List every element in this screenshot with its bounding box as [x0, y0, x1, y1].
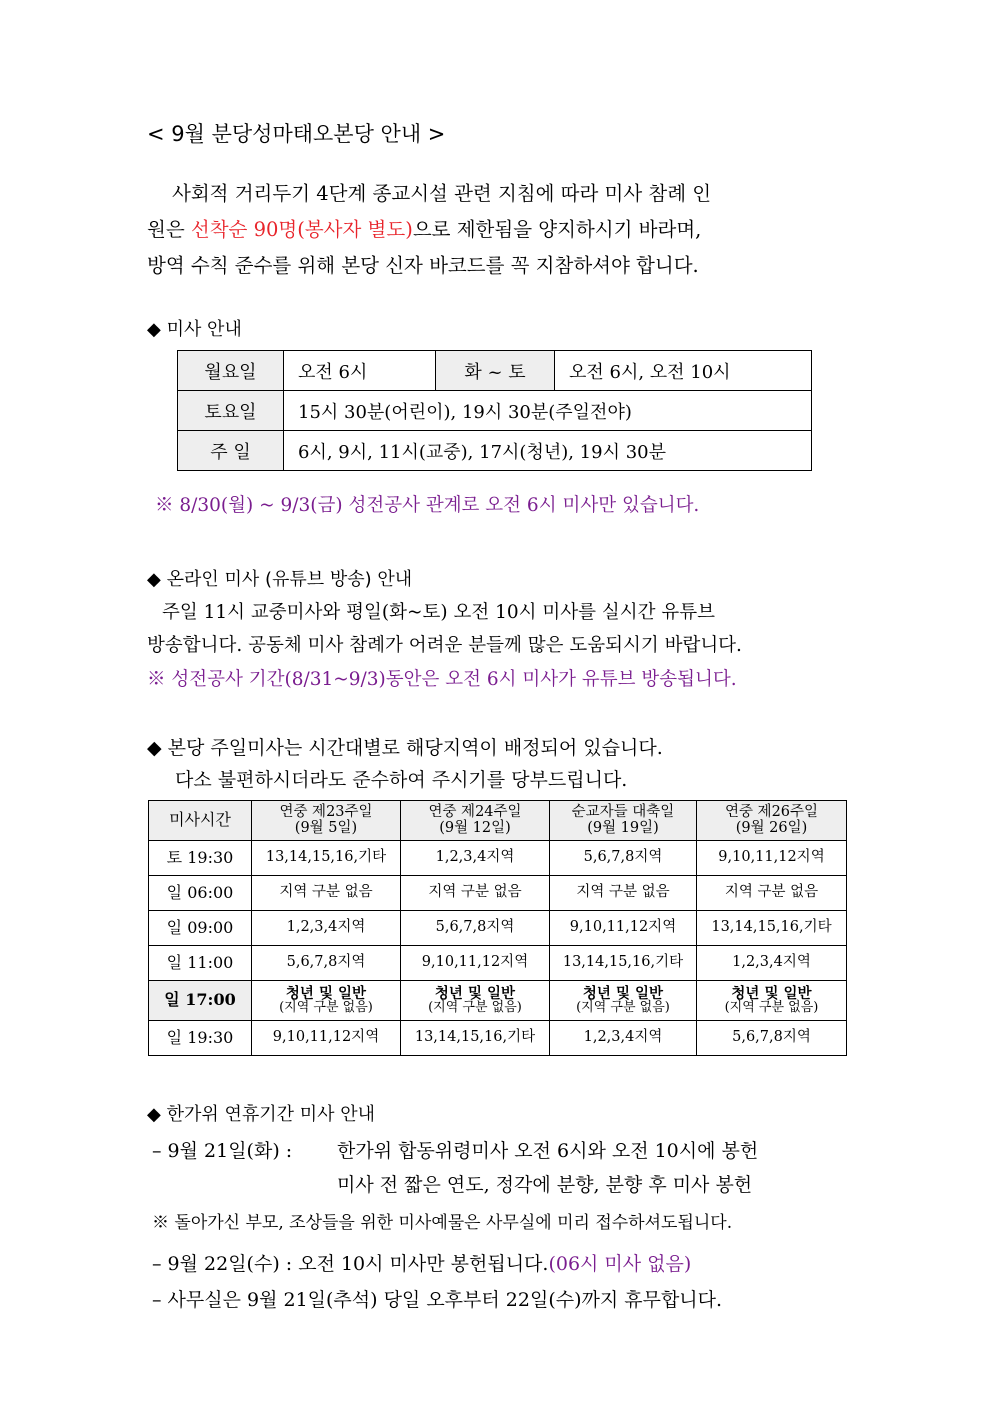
chuseok-line-3-text: – 9월 22일(수) : 오전 10시 미사만 봉헌됩니다.: [152, 1253, 549, 1275]
chuseok-note: ※ 돌아가신 부모, 조상들을 위한 미사예물은 사무실에 미리 접수하셔도됩니다.: [152, 1213, 733, 1233]
day-label: 주 일: [178, 431, 284, 471]
region-cell: [697, 981, 847, 1021]
mass-time-cell: 일 17:00: [149, 981, 252, 1021]
region-cell: 9,10,11,12지역: [252, 1021, 401, 1056]
mass-info-heading: ◆ 미사 안내: [147, 319, 242, 340]
online-line-2: 방송합니다. 공동체 미사 참례가 어려운 분들께 많은 도움되시기 바랍니다.: [147, 635, 742, 656]
week-name: 연중 제23주일: [279, 804, 373, 821]
week-date: (9월 5일): [294, 819, 358, 836]
column-header-week: [697, 801, 847, 841]
region-cell: 13,14,15,16,기타: [401, 1021, 550, 1056]
youth-sub: (지역 구분 없음): [279, 1000, 373, 1016]
time-value: 오전 6시, 오전 10시: [555, 351, 812, 391]
time-value: 6시, 9시, 11시(교중), 17시(청년), 19시 30분: [284, 431, 812, 471]
region-cell: 5,6,7,8지역: [252, 946, 401, 981]
region-cell: 9,10,11,12지역: [401, 946, 550, 981]
chuseok-line-3: [152, 1249, 691, 1276]
intro-line-2-suffix: 으로 제한됨을 양지하시기 바라며,: [412, 218, 702, 241]
online-heading: ◆ 온라인 미사 (유튜브 방송) 안내: [147, 569, 413, 590]
chuseok-heading: ◆ 한가위 연휴기간 미사 안내: [147, 1104, 375, 1125]
column-header-time: 미사시간: [149, 801, 252, 841]
youth-sub: (지역 구분 없음): [428, 1000, 522, 1016]
table-header-row: [149, 801, 847, 841]
youth-label: 청년 및 일반: [731, 985, 812, 1003]
regions-line-1: ◆ 본당 주일미사는 시간대별로 해당지역이 배정되어 있습니다.: [147, 737, 663, 759]
mass-note: ※ 8/30(월) ~ 9/3(금) 성전공사 관계로 오전 6시 미사만 있습니다.: [155, 495, 700, 516]
chuseok-date-1: – 9월 21일(화) :: [152, 1140, 293, 1162]
region-cell: 지역 구분 없음: [550, 876, 697, 911]
region-cell: 9,10,11,12지역: [697, 841, 847, 876]
region-cell: 13,14,15,16,기타: [697, 911, 847, 946]
region-cell: 5,6,7,8지역: [550, 841, 697, 876]
region-cell: 1,2,3,4지역: [401, 841, 550, 876]
time-value: 15시 30분(어린이), 19시 30분(주일전야): [284, 391, 812, 431]
youth-label: 청년 및 일반: [434, 985, 516, 1003]
column-header-week: [550, 801, 697, 841]
region-cell: 9,10,11,12지역: [550, 911, 697, 946]
table-row-youth: [149, 981, 847, 1021]
table-row: [149, 946, 847, 981]
region-cell: [252, 981, 401, 1021]
youth-sub: (지역 구분 없음): [576, 1000, 670, 1016]
regions-line-2: 다소 불편하시더라도 준수하여 주시기를 당부드립니다.: [175, 769, 628, 791]
column-header-week: [252, 801, 401, 841]
chuseok-line-4: – 사무실은 9월 21일(추석) 당일 오후부터 22일(수)까지 휴무합니다.: [152, 1289, 723, 1311]
chuseok-line-2: 미사 전 짧은 연도, 정각에 분향, 분향 후 미사 봉헌: [337, 1174, 753, 1196]
region-cell: [550, 981, 697, 1021]
week-name: 순교자들 대축일: [571, 804, 675, 821]
region-cell: 지역 구분 없음: [697, 876, 847, 911]
region-cell: 1,2,3,4지역: [252, 911, 401, 946]
intro-line-3: 방역 수칙 준수를 위해 본당 신자 바코드를 꼭 지참하셔야 합니다.: [147, 254, 699, 277]
youth-label: 청년 및 일반: [285, 985, 367, 1003]
region-cell: 1,2,3,4지역: [550, 1021, 697, 1056]
youth-label: 청년 및 일반: [582, 985, 664, 1003]
table-row: [178, 431, 812, 471]
day-label: 화 ~ 토: [436, 351, 555, 391]
online-line-1: 주일 11시 교중미사와 평일(화~토) 오전 10시 미사를 실시간 유튜브: [162, 602, 715, 623]
online-note: ※ 성전공사 기간(8/31~9/3)동안은 오전 6시 미사가 유튜브 방송됩니다.: [147, 669, 737, 690]
week-name: 연중 제24주일: [428, 804, 522, 821]
table-row: [149, 876, 847, 911]
mass-times-table: [177, 350, 812, 471]
time-value: 오전 6시: [284, 351, 436, 391]
region-cell: 1,2,3,4지역: [697, 946, 847, 981]
region-cell: 지역 구분 없음: [401, 876, 550, 911]
region-cell: 13,14,15,16,기타: [252, 841, 401, 876]
week-name: 연중 제26주일: [724, 804, 819, 821]
mass-time-cell: 일 09:00: [149, 911, 252, 946]
intro-line-1: 사회적 거리두기 4단계 종교시설 관련 지침에 따라 미사 참례 인: [172, 182, 712, 205]
region-schedule-table: [148, 800, 847, 1056]
table-row: [149, 911, 847, 946]
day-label: 토요일: [178, 391, 284, 431]
mass-time-cell: 일 06:00: [149, 876, 252, 911]
region-cell: 13,14,15,16,기타: [550, 946, 697, 981]
chuseok-line-1: 한가위 합동위령미사 오전 6시와 오전 10시에 봉헌: [337, 1140, 759, 1162]
table-row: [149, 841, 847, 876]
page-title: < 9월 분당성마태오본당 안내 >: [147, 122, 446, 146]
table-row: [178, 351, 812, 391]
table-row: [178, 391, 812, 431]
column-header-week: [401, 801, 550, 841]
mass-time-cell: 일 11:00: [149, 946, 252, 981]
mass-time-cell: 일 19:30: [149, 1021, 252, 1056]
week-date: (9월 26일): [735, 819, 808, 836]
region-cell: 지역 구분 없음: [252, 876, 401, 911]
week-date: (9월 19일): [587, 819, 659, 836]
region-cell: 5,6,7,8지역: [697, 1021, 847, 1056]
week-date: (9월 12일): [439, 819, 511, 836]
intro-line-2-prefix: 원은: [147, 218, 191, 241]
intro-line-2: [147, 214, 701, 242]
table-row: [149, 1021, 847, 1056]
mass-time-cell: 토 19:30: [149, 841, 252, 876]
day-label: 월요일: [178, 351, 284, 391]
region-cell: [401, 981, 550, 1021]
no-6am-mass-note: (06시 미사 없음): [548, 1253, 692, 1275]
youth-sub: (지역 구분 없음): [724, 1000, 819, 1016]
capacity-highlight: 선착순 90명(봉사자 별도): [190, 218, 413, 241]
region-cell: 5,6,7,8지역: [401, 911, 550, 946]
